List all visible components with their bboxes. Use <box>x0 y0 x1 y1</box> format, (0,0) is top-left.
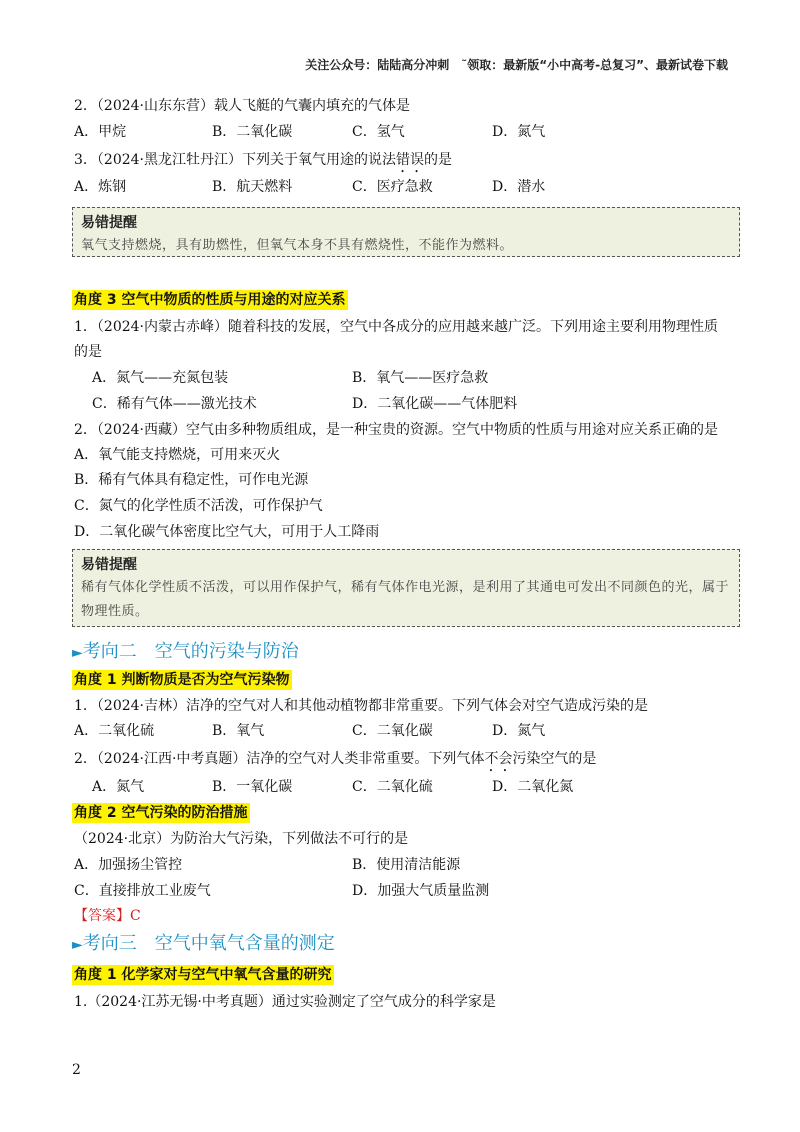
option-c: C．氢气 <box>352 124 405 140</box>
option-a: A．甲烷 <box>74 124 127 140</box>
section-heading <box>72 640 299 665</box>
option-d: D．二氧化碳气体密度比空气大，可用于人工降雨 <box>74 524 380 540</box>
tip-title: 易错提醒 <box>81 557 137 573</box>
answer-label: 【答案】C <box>74 908 141 924</box>
option-b: B．氧气——医疗急救 <box>352 370 489 386</box>
option-c: C．医疗急救 <box>352 179 433 195</box>
triangle-arrow-icon: ► <box>72 937 83 953</box>
option-c: C．稀有气体——激光技术 <box>92 396 257 412</box>
option-b: B．使用清洁能源 <box>352 857 461 873</box>
page-header: 关注公众号：陆陆高分冲刺 ˜领取：最新版“小中高考-总复习”、最新试卷下载 <box>305 58 728 72</box>
question-stem <box>74 749 596 775</box>
option-a: A．炼钢 <box>74 179 127 195</box>
stem-text: 3．（2024·黑龙江牡丹江）下列关于氧气用途的说法 <box>74 152 396 168</box>
triangle-arrow-icon: ► <box>72 645 83 661</box>
question-stem-cont: 的是 <box>74 344 102 360</box>
option-b: B．稀有气体具有稳定性，可作电光源 <box>74 472 309 488</box>
option-d: D．二氧化碳——气体肥料 <box>352 396 518 412</box>
tip-title: 易错提醒 <box>81 215 137 231</box>
option-c: C．直接排放工业废气 <box>74 883 211 899</box>
angle-heading: 角度 1 判断物质是否为空气污染物 <box>74 672 290 688</box>
option-c: C．氮气的化学性质不活泼，可作保护气 <box>74 498 323 514</box>
option-d: D．氮气 <box>492 723 546 739</box>
option-a: A．氮气 <box>92 779 145 795</box>
question-stem: 1．（2024·内蒙古赤峰）随着科技的发展，空气中各成分的应用越来越广泛。下列用途主要利用物理性质 <box>74 319 718 335</box>
question-stem <box>74 150 452 176</box>
section-title: 考向三 空气中氧气含量的测定 <box>82 933 335 954</box>
question-stem: 2．（2024·西藏）空气由多种物质组成，是一种宝贵的资源。空气中物质的性质与用途对应关系正确的是 <box>74 422 718 438</box>
tip-body: 氧气支持燃烧，具有助燃性，但氧气本身不具有燃烧性，不能作为燃料。 <box>81 238 514 253</box>
option-d: D．潜水 <box>492 179 546 195</box>
stem-text: 2．（2024·江西·中考真题）洁净的空气对人类非常重要。下列气体 <box>74 751 485 767</box>
question-stem: 1.（2024·江苏无锡·中考真题）通过实验测定了空气成分的科学家是 <box>74 994 496 1010</box>
error-tip-box <box>72 549 740 627</box>
emphasized-word: 不会 <box>484 751 513 767</box>
emphasized-word: 错误 <box>396 152 424 168</box>
option-d: D．二氧化氮 <box>492 779 574 795</box>
option-d: D．氮气 <box>492 124 546 140</box>
angle-heading: 角度 1 化学家对与空气中氧气含量的研究 <box>74 967 332 983</box>
angle-heading: 角度 3 空气中物质的性质与用途的对应关系 <box>74 292 346 308</box>
option-b: B．氧气 <box>212 723 265 739</box>
option-c: C．二氧化硫 <box>352 779 433 795</box>
option-a: A．二氧化硫 <box>74 723 155 739</box>
question-stem: （2024·北京）为防治大气污染，下列做法不可行的是 <box>74 831 409 847</box>
question-stem: 2．（2024·山东东营）载人飞艇的气囊内填充的气体是 <box>74 98 410 114</box>
error-tip-box <box>72 207 740 257</box>
page-number: 2 <box>72 1062 81 1078</box>
option-a: A．氧气能支持燃烧，可用来灭火 <box>74 447 281 463</box>
section-title: 考向二 空气的污染与防治 <box>82 641 299 662</box>
option-c: C．二氧化碳 <box>352 723 433 739</box>
question-stem: 1．（2024·吉林）洁净的空气对人和其他动植物都非常重要。下列气体会对空气造成污染的是 <box>74 698 648 714</box>
section-heading <box>72 932 335 957</box>
option-d: D．加强大气质量监测 <box>352 883 490 899</box>
option-a: A．氮气——充氮包装 <box>92 370 229 386</box>
option-b: B．二氧化碳 <box>212 124 293 140</box>
stem-text: 的是 <box>424 152 452 168</box>
option-b: B．航天燃料 <box>212 179 293 195</box>
option-b: B．一氧化碳 <box>212 779 293 795</box>
tip-body: 稀有气体化学性质不活泼，可以用作保护气，稀有气体作电光源，是利用了其通电可发出不同颜色的光，属于物理性质。 <box>81 580 730 619</box>
stem-text: 污染空气的是 <box>512 751 597 767</box>
option-a: A．加强扬尘管控 <box>74 857 183 873</box>
angle-heading: 角度 2 空气污染的防治措施 <box>74 805 248 821</box>
